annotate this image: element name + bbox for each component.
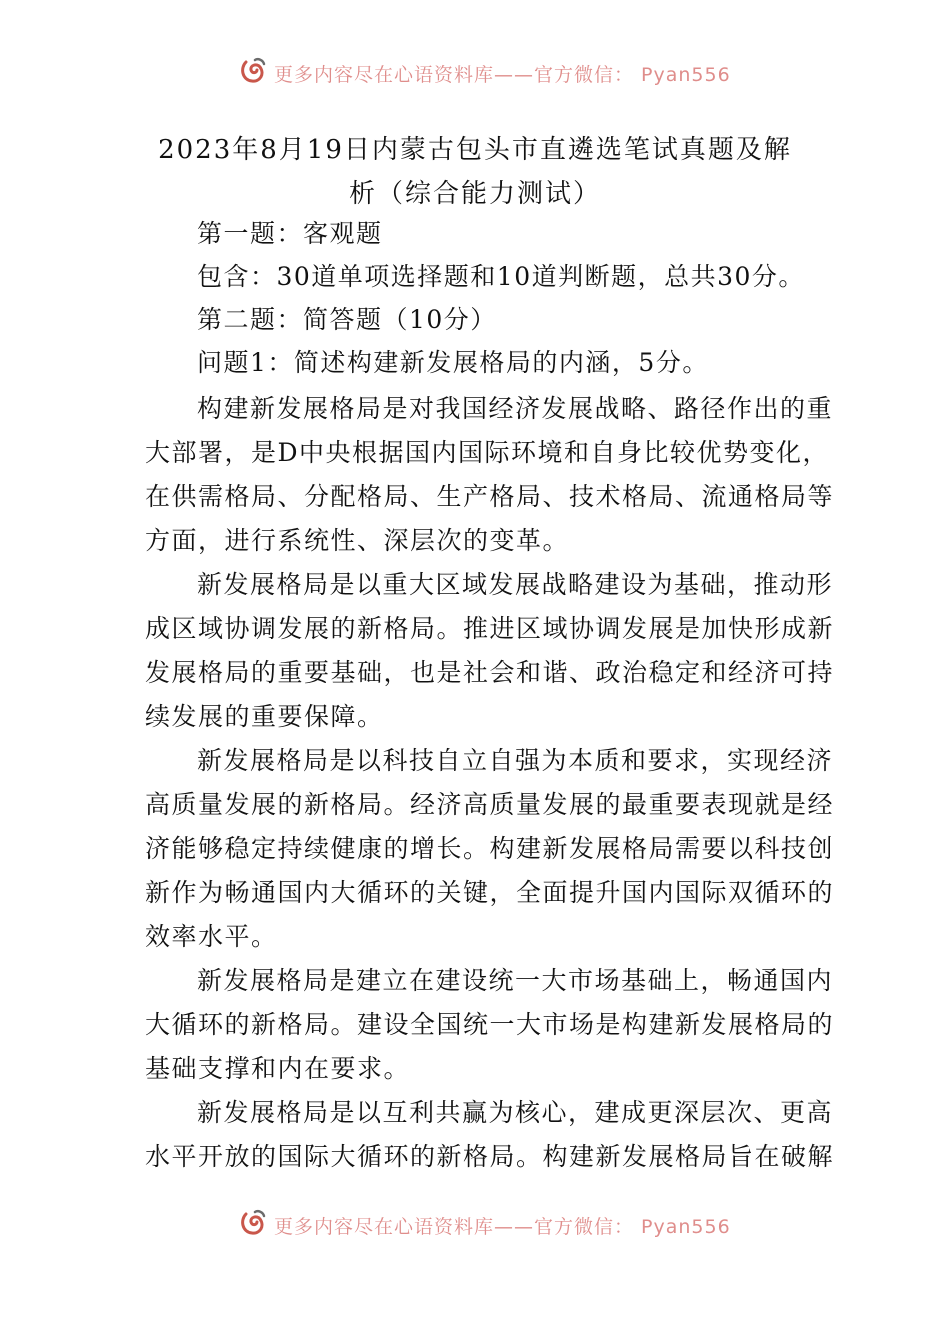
paragraph-line: 效率水平。 <box>145 922 278 951</box>
paragraph-line: 成区域协调发展的新格局。推进区域协调发展是加快形成新 <box>145 614 835 643</box>
paragraph-line: 济能够稳定持续健康的增长。构建新发展格局需要以科技创 <box>145 834 835 863</box>
swirl-logo-icon <box>238 1208 268 1238</box>
section-two-heading: 第二题：简答题（10分） <box>197 305 497 334</box>
paragraph-line: 新作为畅通国内大循环的关键，全面提升国内国际双循环的 <box>145 878 835 907</box>
paragraph-line: 续发展的重要保障。 <box>145 702 384 731</box>
paragraph-line: 方面，进行系统性、深层次的变革。 <box>145 526 570 555</box>
paragraph-line: 大部署，是D中央根据国内国际环境和自身比较优势变化， <box>145 438 830 467</box>
paragraph-line: 高质量发展的新格局。经济高质量发展的最重要表现就是经 <box>145 790 835 819</box>
paragraph-line: 构建新发展格局是对我国经济发展战略、路径作出的重 <box>197 394 834 423</box>
footer-watermark <box>0 1208 950 1238</box>
paragraph-line: 在供需格局、分配格局、生产格局、技术格局、流通格局等 <box>145 482 835 511</box>
paragraph-line: 新发展格局是建立在建设统一大市场基础上，畅通国内 <box>197 966 834 995</box>
paragraph-line: 基础支撑和内在要求。 <box>145 1054 411 1083</box>
section-one-heading: 第一题：客观题 <box>197 219 383 248</box>
document-title: 2023年8月19日内蒙古包头市直遴选笔试真题及解析（综合能力测试） <box>158 135 792 209</box>
paragraph-line: 大循环的新格局。建设全国统一大市场是构建新发展格局的 <box>145 1010 835 1039</box>
watermark-text: 更多内容尽在心语资料库——官方微信： Pyan556 <box>274 1215 731 1238</box>
swirl-logo-icon <box>238 56 268 86</box>
paragraph-line: 新发展格局是以互利共赢为核心，建成更深层次、更高 <box>197 1098 834 1127</box>
paragraph-line: 发展格局的重要基础，也是社会和谐、政治稳定和经济可持 <box>145 658 835 687</box>
header-watermark <box>0 56 950 86</box>
question-one: 问题1：简述构建新发展格局的内涵，5分。 <box>197 348 709 377</box>
watermark-text: 更多内容尽在心语资料库——官方微信： Pyan556 <box>274 63 731 86</box>
paragraph-line: 新发展格局是以重大区域发展战略建设为基础，推动形 <box>197 570 834 599</box>
section-one-content: 包含：30道单项选择题和10道判断题，总共30分。 <box>197 262 805 291</box>
paragraph-line: 水平开放的国际大循环的新格局。构建新发展格局旨在破解 <box>145 1142 835 1171</box>
paragraph-line: 新发展格局是以科技自立自强为本质和要求，实现经济 <box>197 746 834 775</box>
